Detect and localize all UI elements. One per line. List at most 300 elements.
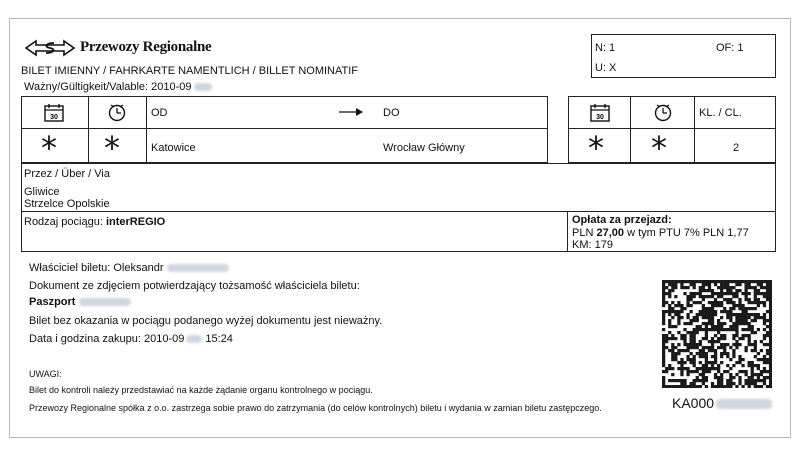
- barcode-module: [696, 376, 699, 379]
- barcode-module: [723, 349, 726, 352]
- barcode-module: [693, 292, 696, 295]
- barcode-module: [741, 313, 744, 316]
- barcode-module: [690, 352, 693, 355]
- barcode-module: [769, 367, 772, 370]
- barcode-module: [677, 379, 680, 382]
- barcode-module: [690, 322, 693, 325]
- barcode-module: [705, 334, 708, 337]
- barcode-module: [693, 364, 696, 367]
- barcode-module: [729, 292, 732, 295]
- barcode-module: [748, 382, 751, 385]
- barcode-module: [699, 325, 702, 328]
- barcode-module: [741, 337, 744, 340]
- barcode-module: [671, 349, 674, 352]
- barcode-module: [741, 364, 744, 367]
- barcode-module: [674, 355, 677, 358]
- barcode-module: [726, 301, 729, 304]
- barcode-module: [714, 304, 717, 307]
- barcode-module: [680, 337, 683, 340]
- from-station: Katowice: [151, 142, 196, 154]
- barcode-module: [720, 382, 723, 385]
- barcode-module: [662, 355, 665, 358]
- barcode-module: [677, 280, 680, 283]
- barcode-module: [751, 301, 754, 304]
- barcode-module: [732, 376, 735, 379]
- barcode-module: [662, 283, 665, 286]
- barcode-module: [665, 286, 668, 289]
- barcode-module: [677, 352, 680, 355]
- barcode-module: [717, 340, 720, 343]
- barcode-module: [760, 301, 763, 304]
- barcode-module: [702, 307, 705, 310]
- barcode-module: [671, 334, 674, 337]
- barcode-module: [717, 292, 720, 295]
- barcode-module: [769, 382, 772, 385]
- barcode-module: [769, 334, 772, 337]
- barcode-module: [720, 286, 723, 289]
- barcode-module: [662, 376, 665, 379]
- barcode-module: [748, 316, 751, 319]
- barcode-module: [741, 358, 744, 361]
- barcode-module: [690, 304, 693, 307]
- barcode-module: [717, 370, 720, 373]
- barcode-module: [748, 328, 751, 331]
- barcode-module: [720, 292, 723, 295]
- barcode-module: [769, 283, 772, 286]
- any-time-star: *: [651, 129, 667, 167]
- barcode-module: [665, 367, 668, 370]
- barcode-module: [674, 295, 677, 298]
- barcode-module: [693, 382, 696, 385]
- barcode-module: [686, 349, 689, 352]
- barcode-module: [723, 328, 726, 331]
- barcode-module: [754, 298, 757, 301]
- barcode-module: [690, 283, 693, 286]
- barcode-module: [702, 376, 705, 379]
- barcode-module: [751, 361, 754, 364]
- barcode-module: [735, 292, 738, 295]
- barcode-module: [763, 316, 766, 319]
- barcode-module: [671, 310, 674, 313]
- barcode-module: [705, 280, 708, 283]
- barcode-module: [683, 322, 686, 325]
- barcode-module: [662, 370, 665, 373]
- barcode-module: [769, 337, 772, 340]
- barcode-module: [769, 373, 772, 376]
- barcode-module: [686, 373, 689, 376]
- barcode-module: [702, 367, 705, 370]
- barcode-module: [763, 376, 766, 379]
- barcode-module: [760, 340, 763, 343]
- barcode-module: [754, 382, 757, 385]
- barcode-module: [690, 337, 693, 340]
- svg-text:30: 30: [596, 114, 604, 121]
- barcode-module: [693, 316, 696, 319]
- barcode-module: [668, 319, 671, 322]
- barcode-module: [748, 286, 751, 289]
- barcode-module: [769, 304, 772, 307]
- barcode-module: [702, 280, 705, 283]
- barcode-module: [757, 283, 760, 286]
- barcode-module: [717, 304, 720, 307]
- barcode-module: [693, 301, 696, 304]
- barcode-module: [668, 325, 671, 328]
- barcode-module: [680, 280, 683, 283]
- barcode-module: [680, 358, 683, 361]
- barcode-module: [738, 280, 741, 283]
- clock-icon: [107, 102, 127, 122]
- fare-col-line: [567, 211, 568, 252]
- barcode-module: [726, 355, 729, 358]
- barcode-module: [735, 373, 738, 376]
- barcode-module: [693, 286, 696, 289]
- calendar-icon: [44, 103, 64, 122]
- barcode-module: [729, 319, 732, 322]
- barcode-module: [757, 385, 760, 388]
- barcode-module: [683, 328, 686, 331]
- barcode-module: [769, 325, 772, 328]
- barcode-module: [714, 310, 717, 313]
- barcode-module: [686, 343, 689, 346]
- barcode-module: [751, 367, 754, 370]
- barcode-module: [748, 379, 751, 382]
- barcode-module: [686, 313, 689, 316]
- barcode-module: [690, 334, 693, 337]
- barcode-module: [668, 292, 671, 295]
- class-value: 2: [733, 142, 740, 154]
- barcode-module: [702, 349, 705, 352]
- barcode-module: [699, 286, 702, 289]
- barcode-module: [668, 280, 671, 283]
- barcode-module: [717, 328, 720, 331]
- barcode-module: [662, 349, 665, 352]
- barcode-module: [763, 319, 766, 322]
- barcode-module: [693, 355, 696, 358]
- barcode-module: [745, 322, 748, 325]
- barcode-module: [662, 337, 665, 340]
- barcode-module: [671, 346, 674, 349]
- barcode-module: [699, 292, 702, 295]
- barcode-module: [745, 379, 748, 382]
- barcode-module: [665, 280, 668, 283]
- barcode-module: [754, 343, 757, 346]
- barcode-module: [665, 385, 668, 388]
- barcode-module: [723, 292, 726, 295]
- purchase-time: 15:24: [205, 333, 233, 345]
- barcode-module: [720, 346, 723, 349]
- barcode-module: [665, 346, 668, 349]
- barcode-module: [665, 337, 668, 340]
- ticket-code-prefix: KA000: [672, 395, 715, 411]
- barcode-module: [769, 385, 772, 388]
- barcode-module: [757, 301, 760, 304]
- barcode-module: [738, 343, 741, 346]
- barcode-module: [705, 364, 708, 367]
- barcode-module: [748, 385, 751, 388]
- barcode-module: [720, 328, 723, 331]
- barcode-module: [754, 292, 757, 295]
- barcode-module: [769, 358, 772, 361]
- barcode-module: [769, 340, 772, 343]
- barcode-module: [690, 370, 693, 373]
- barcode-module: [769, 292, 772, 295]
- barcode-module: [705, 328, 708, 331]
- barcode-module: [711, 310, 714, 313]
- barcode-module: [686, 370, 689, 373]
- barcode-module: [763, 367, 766, 370]
- barcode-module: [699, 328, 702, 331]
- barcode-module: [699, 367, 702, 370]
- barcode-module: [677, 343, 680, 346]
- barcode-module: [705, 283, 708, 286]
- barcode-module: [760, 283, 763, 286]
- barcode-module: [717, 379, 720, 382]
- barcode-module: [726, 292, 729, 295]
- barcode-module: [662, 280, 665, 283]
- fare-amount: [572, 227, 749, 239]
- barcode-module: [735, 319, 738, 322]
- barcode-module: [714, 334, 717, 337]
- barcode-module: [757, 298, 760, 301]
- barcode-module: [674, 313, 677, 316]
- barcode-module: [751, 328, 754, 331]
- barcode-module: [677, 361, 680, 364]
- barcode-module: [766, 298, 769, 301]
- fare-value: 27,00: [596, 227, 624, 239]
- barcode-module: [668, 337, 671, 340]
- barcode-module: [760, 373, 763, 376]
- barcode-module: [745, 298, 748, 301]
- barcode-module: [745, 289, 748, 292]
- barcode-module: [696, 301, 699, 304]
- barcode-module: [769, 289, 772, 292]
- barcode-module: [738, 307, 741, 310]
- barcode-module: [714, 373, 717, 376]
- barcode-module: [693, 319, 696, 322]
- barcode-module: [729, 328, 732, 331]
- barcode-module: [729, 358, 732, 361]
- barcode-module: [699, 340, 702, 343]
- barcode-module: [735, 313, 738, 316]
- barcode-module: [735, 283, 738, 286]
- barcode-module: [674, 352, 677, 355]
- barcode-module: [741, 292, 744, 295]
- barcode-module: [757, 328, 760, 331]
- barcode-module: [723, 322, 726, 325]
- barcode-module: [717, 295, 720, 298]
- barcode-module: [748, 313, 751, 316]
- barcode-module: [696, 316, 699, 319]
- barcode-module: [732, 343, 735, 346]
- barcode-module: [696, 370, 699, 373]
- barcode-module: [745, 334, 748, 337]
- barcode-module: [741, 304, 744, 307]
- barcode-module: [683, 349, 686, 352]
- barcode-module: [668, 289, 671, 292]
- barcode-module: [705, 295, 708, 298]
- barcode-module: [690, 292, 693, 295]
- barcode-module: [757, 292, 760, 295]
- barcode-module: [699, 385, 702, 388]
- barcode-module: [705, 337, 708, 340]
- barcode-module: [674, 325, 677, 328]
- barcode-module: [745, 286, 748, 289]
- barcode-module: [763, 322, 766, 325]
- barcode-module: [699, 379, 702, 382]
- any-date-star: *: [41, 129, 57, 167]
- barcode-module: [745, 307, 748, 310]
- barcode-module: [702, 289, 705, 292]
- barcode-module: [686, 304, 689, 307]
- barcode-module: [720, 373, 723, 376]
- barcode-module: [696, 313, 699, 316]
- barcode-module: [680, 367, 683, 370]
- barcode-module: [674, 280, 677, 283]
- barcode-module: [769, 316, 772, 319]
- barcode-module: [723, 334, 726, 337]
- barcode-module: [729, 289, 732, 292]
- barcode-module: [751, 343, 754, 346]
- barcode-module: [668, 364, 671, 367]
- barcode-module: [671, 280, 674, 283]
- barcode-module: [671, 358, 674, 361]
- barcode-module: [723, 337, 726, 340]
- redacted-code: [716, 399, 772, 409]
- fare-label: Opłata za przejazd:: [572, 214, 672, 226]
- barcode-module: [751, 382, 754, 385]
- barcode-module: [745, 295, 748, 298]
- barcode-module: [680, 334, 683, 337]
- barcode-module: [720, 280, 723, 283]
- barcode-module: [711, 346, 714, 349]
- barcode-module: [677, 304, 680, 307]
- barcode-module: [714, 301, 717, 304]
- barcode-module: [671, 283, 674, 286]
- barcode-module: [693, 337, 696, 340]
- barcode-module: [766, 370, 769, 373]
- barcode-module: [732, 382, 735, 385]
- notes-title: UWAGI:: [29, 369, 62, 379]
- barcode-module: [711, 337, 714, 340]
- barcode-module: [717, 367, 720, 370]
- barcode-module: [732, 307, 735, 310]
- barcode-module: [699, 361, 702, 364]
- barcode-module: [686, 322, 689, 325]
- barcode-module: [702, 346, 705, 349]
- barcode-module: [662, 379, 665, 382]
- barcode-module: [699, 352, 702, 355]
- barcode-module: [735, 295, 738, 298]
- barcode-module: [766, 334, 769, 337]
- barcode-module: [766, 310, 769, 313]
- barcode-module: [668, 385, 671, 388]
- barcode-module: [726, 385, 729, 388]
- barcode-module: [766, 385, 769, 388]
- barcode-module: [763, 304, 766, 307]
- barcode-module: [766, 325, 769, 328]
- barcode-module: [763, 280, 766, 283]
- barcode-module: [754, 355, 757, 358]
- barcode-module: [702, 328, 705, 331]
- barcode-module: [668, 349, 671, 352]
- barcode-module: [748, 298, 751, 301]
- barcode-module: [741, 385, 744, 388]
- barcode-module: [754, 280, 757, 283]
- barcode-module: [708, 340, 711, 343]
- barcode-module: [754, 349, 757, 352]
- barcode-module: [708, 328, 711, 331]
- barcode-module: [702, 295, 705, 298]
- redacted-day: [186, 335, 202, 343]
- barcode-module: [735, 334, 738, 337]
- barcode-module: [665, 370, 668, 373]
- barcode-module: [766, 319, 769, 322]
- barcode-module: [686, 286, 689, 289]
- barcode-module: [671, 286, 674, 289]
- barcode-module: [696, 319, 699, 322]
- barcode-module: [690, 346, 693, 349]
- barcode-module: [763, 301, 766, 304]
- barcode-module: [711, 319, 714, 322]
- barcode-module: [714, 367, 717, 370]
- barcode-module: [711, 340, 714, 343]
- barcode-module: [708, 370, 711, 373]
- barcode-module: [717, 322, 720, 325]
- barcode-module: [763, 292, 766, 295]
- barcode-module: [748, 334, 751, 337]
- barcode-module: [751, 319, 754, 322]
- barcode-module: [735, 331, 738, 334]
- barcode-module: [705, 361, 708, 364]
- barcode-module: [748, 292, 751, 295]
- barcode-module: [745, 346, 748, 349]
- barcode-module: [690, 331, 693, 334]
- barcode-module: [720, 385, 723, 388]
- barcode-module: [693, 280, 696, 283]
- barcode-module: [763, 343, 766, 346]
- barcode-module: [729, 316, 732, 319]
- barcode-module: [686, 385, 689, 388]
- barcode-module: [671, 373, 674, 376]
- barcode-module: [671, 352, 674, 355]
- barcode-module: [693, 328, 696, 331]
- barcode-module: [705, 370, 708, 373]
- barcode-module: [668, 304, 671, 307]
- barcode-module: [720, 310, 723, 313]
- barcode-module: [720, 355, 723, 358]
- owner-line: [29, 262, 229, 274]
- barcode-module: [760, 349, 763, 352]
- barcode: [662, 280, 772, 388]
- barcode-module: [769, 352, 772, 355]
- barcode-module: [690, 358, 693, 361]
- any-date-star: *: [588, 129, 604, 167]
- barcode-module: [690, 298, 693, 301]
- barcode-module: [662, 340, 665, 343]
- barcode-module: [705, 289, 708, 292]
- barcode-module: [751, 313, 754, 316]
- barcode-module: [769, 331, 772, 334]
- barcode-module: [720, 352, 723, 355]
- barcode-module: [686, 298, 689, 301]
- barcode-module: [668, 310, 671, 313]
- barcode-module: [766, 352, 769, 355]
- barcode-module: [726, 286, 729, 289]
- barcode-module: [693, 358, 696, 361]
- barcode-module: [723, 310, 726, 313]
- barcode-module: [699, 310, 702, 313]
- barcode-module: [729, 307, 732, 310]
